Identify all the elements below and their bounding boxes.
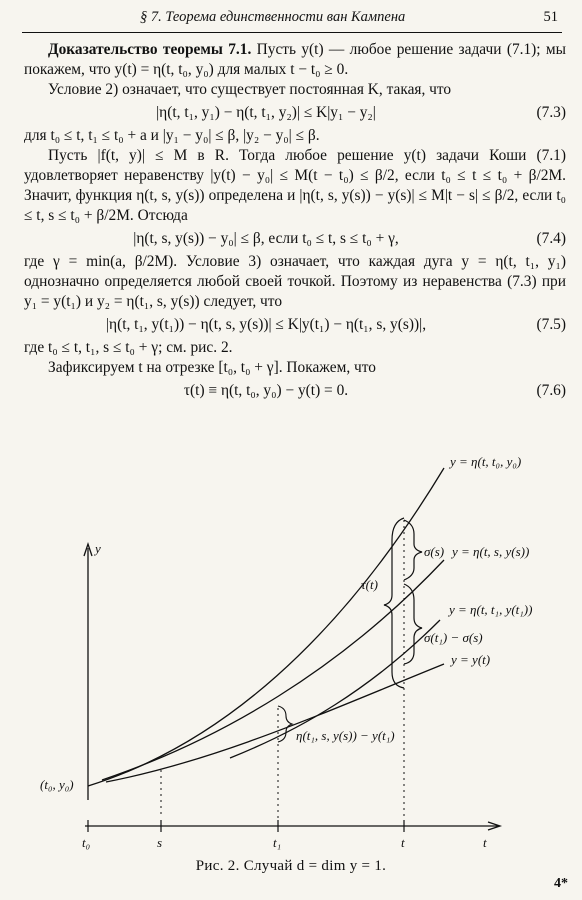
- signature-mark: 4*: [554, 876, 568, 891]
- label-curve-eta-s: y = η(t, s, y(s)): [452, 544, 530, 559]
- equation-number: (7.3): [536, 104, 566, 121]
- paragraph-gamma: где γ = min(a, β/2M). Условие 3) означает, что каждая дуга y = η(t, t₁, y₁) однозначно определяется любой своей точкой. Поэтому из неравенства (7.3) при y₁ = y(t₁) и y₂ = η(t₁, s, y(s)) следует, что: [24, 253, 566, 310]
- tick-label-t: t: [401, 835, 405, 850]
- label-sigma-s: σ(s): [424, 544, 445, 559]
- tick-label-s: s: [157, 835, 163, 850]
- origin-label: (t₀, y₀): [40, 777, 74, 792]
- brace-sigma-diff: [404, 584, 422, 664]
- tick-label-t0: t₀: [82, 835, 91, 850]
- brace-sigma-s: [404, 520, 422, 580]
- proof-heading: Доказательство теоремы 7.1.: [48, 41, 252, 58]
- label-tau: τ(t): [361, 577, 378, 592]
- y-axis-label: y: [95, 541, 101, 556]
- equation-formula: τ(t) ≡ η(t, t₀, y₀) − y(t) = 0.: [183, 382, 349, 399]
- equation-formula: |η(t, t₁, y(t₁)) − η(t, s, y(s))| ≤ K|y(t₁) − η(t₁, s, y(s))|,: [105, 316, 427, 333]
- label-sigma-diff: σ(t₁) − σ(s): [424, 630, 483, 645]
- equation-7-6: [24, 380, 566, 402]
- equation-formula: |η(t, s, y(s)) − y₀| ≤ β, если t₀ ≤ t, s ≤ t₀ + γ,: [133, 230, 399, 247]
- figure-2: [0, 450, 582, 870]
- equation-formula: |η(t, t₁, y₁) − η(t, t₁, y₂)| ≤ K|y₁ − y₂|: [156, 104, 376, 121]
- paragraph-condition-2: Условие 2) означает, что существует постоянная K, такая, что: [48, 81, 452, 98]
- tick-label-t1: t₁: [273, 835, 282, 850]
- equation-7-5: [24, 314, 566, 336]
- paragraph-fix-t: Зафиксируем t на отрезке [t₀, t₀ + γ]. Покажем, что: [48, 359, 376, 376]
- paragraph-conditions-t: где t₀ ≤ t, t₁, s ≤ t₀ + γ; см. рис. 2.: [24, 339, 233, 356]
- equation-7-3: [24, 102, 566, 124]
- paragraph-proof-start: [24, 40, 566, 80]
- label-curve-y: y = y(t): [451, 652, 491, 667]
- equation-number: (7.6): [536, 382, 566, 399]
- page-number: 51: [543, 9, 558, 25]
- running-header: [22, 6, 562, 33]
- t-axis-end-label: t: [483, 835, 487, 850]
- equation-number: (7.4): [536, 230, 566, 247]
- paragraph-bound-m: Пусть |f(t, y)| ≤ M в R. Тогда любое решение y(t) задачи Коши (7.1) удовлетворяет неравенству |y(t) − y₀| ≤ M(t − t₀) ≤ β/2, если t₀ ≤ t ≤ t₀ + β/2M. Значит, функция η(t, s, y(s)) определена и |η(t, s, y(s)) − y(s)| ≤ M|t − s| ≤ β/2, если t₀ ≤ t, s ≤ t₀ + β/2M. Отсюда: [24, 147, 566, 224]
- equation-7-4: [24, 228, 566, 250]
- equation-number: (7.5): [536, 316, 566, 333]
- running-title: § 7. Теорема единственности ван Кампена: [140, 9, 406, 25]
- brace-eta-diff: [278, 706, 292, 742]
- label-curve-eta-t1: y = η(t, t₁, y(t₁)): [449, 602, 533, 617]
- label-curve-eta-t0: y = η(t, t₀, y₀): [450, 454, 522, 469]
- figure-caption: Рис. 2. Случай d = dim y = 1.: [195, 858, 387, 874]
- label-eta-diff: η(t₁, s, y(s)) − y(t₁): [296, 728, 395, 743]
- curve-y-of-t: [106, 664, 444, 782]
- proof-text: Пусть y(t) — любое решение задачи (7.1); мы покажем, что y(t) = η(t, t₀, y₀) для малых t − t₀ ≥ 0.: [24, 41, 567, 78]
- curve-eta-s: [102, 560, 444, 780]
- body-text: [24, 40, 566, 404]
- paragraph-condition-range: для t₀ ≤ t, t₁ ≤ t₀ + a и |y₁ − y₀| ≤ β, |y₂ − y₀| ≤ β.: [24, 127, 320, 144]
